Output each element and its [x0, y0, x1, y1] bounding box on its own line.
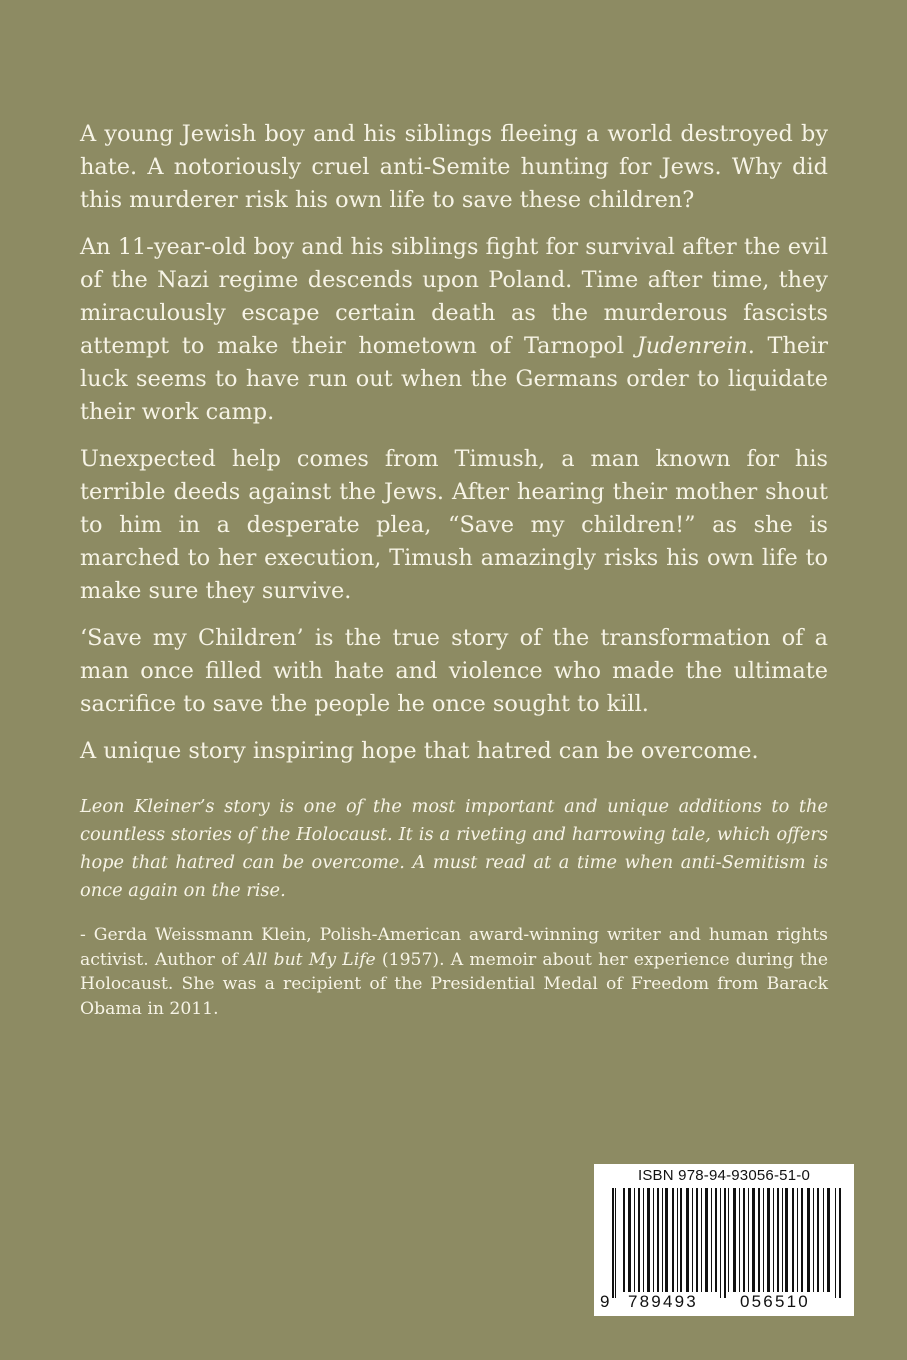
- barcode-bar: [623, 1188, 625, 1292]
- blurb-paragraph: [80, 231, 828, 429]
- blurb-text: . Their luck seems to have run out when the Germans order to liquidate their work camp.: [80, 333, 828, 425]
- blurb-text: An 11-year-old boy and his siblings fight for survival after the evil of the Nazi regime descends upon Poland. Time after time, they miraculously escape certain death as the murderous fascists attempt to make their hometown of Tarnopol: [80, 234, 828, 359]
- barcode-bar: [615, 1188, 616, 1298]
- barcode-bar: [777, 1188, 779, 1292]
- barcode-bar: [797, 1188, 798, 1292]
- barcode-digit-lead: 9: [600, 1292, 610, 1311]
- barcode-bar: [701, 1188, 702, 1292]
- review-attribution: [80, 923, 828, 1021]
- barcode-bar: [813, 1188, 814, 1292]
- blurb-italic-term: Judenrein: [636, 333, 748, 359]
- barcode-bar: [647, 1188, 650, 1292]
- barcode-bar: [653, 1188, 654, 1292]
- barcode-bar: [817, 1188, 819, 1292]
- barcode-bar: [628, 1188, 631, 1292]
- back-cover-blurb: [80, 118, 828, 782]
- barcode-bar: [715, 1188, 717, 1292]
- barcode-bar: [807, 1188, 810, 1292]
- barcode-bar: [711, 1188, 712, 1292]
- blurb-paragraph: ‘Save my Children’ is the true story of the transformation of a man once filled with hate and violence who made the ultimate sacrifice to save the people he once sought to kill.: [80, 625, 828, 717]
- barcode-bar: [743, 1188, 745, 1292]
- barcode-bar: [634, 1188, 635, 1292]
- barcode-bar: [835, 1188, 836, 1298]
- isbn-label: ISBN 978-94-93056-51-0: [637, 1167, 810, 1184]
- barcode-bar: [696, 1188, 698, 1292]
- barcode-bar: [785, 1188, 788, 1292]
- barcode-bar: [728, 1188, 729, 1292]
- barcode-bar: [792, 1188, 794, 1292]
- barcode-bar: [758, 1188, 760, 1292]
- barcode-bar: [767, 1188, 770, 1292]
- barcode-bar: [839, 1188, 841, 1298]
- attribution-text: - Gerda Weissmann Klein, Polish-American award-winning writer and human rights activist. Author of: [80, 925, 828, 970]
- barcode-bar: [665, 1188, 668, 1292]
- barcode-bar: [724, 1188, 726, 1298]
- review-attribution-text: [80, 923, 828, 1021]
- barcode-bars: [612, 1188, 844, 1292]
- isbn-barcode: [594, 1164, 854, 1316]
- blurb-paragraph: A young Jewish boy and his siblings fleeing a world destroyed by hate. A notoriously cruel anti-Semite hunting for Jews. Why did this murderer risk his own life to save these children?: [80, 121, 828, 213]
- barcode-digits: [594, 1292, 854, 1314]
- barcode-bar: [752, 1188, 755, 1292]
- blurb-paragraph: A unique story inspiring hope that hatred can be overcome.: [80, 738, 759, 764]
- barcode-bar: [763, 1188, 764, 1292]
- barcode-bar: [739, 1188, 740, 1292]
- barcode-bar: [782, 1188, 783, 1292]
- barcode-bar: [680, 1188, 682, 1292]
- barcode-bar: [748, 1188, 749, 1292]
- barcode-bar: [773, 1188, 774, 1292]
- barcode-bar: [657, 1188, 659, 1292]
- barcode-bar: [823, 1188, 824, 1292]
- barcode-bar: [720, 1188, 721, 1298]
- attribution-text: (1957). A memoir about her experience during the Holocaust. She was a recipient of the Presidential Medal of Freedom from Barack Obama in 2011.: [80, 949, 828, 1019]
- barcode-bar: [733, 1188, 736, 1292]
- barcode-bar: [662, 1188, 663, 1292]
- barcode-bar: [672, 1188, 674, 1292]
- blurb-paragraph: Unexpected help comes from Timush, a man known for his terrible deeds against the Jews. After hearing their mother shout to him in a desperate plea, “Save my children!” as she is marched to her execution, Timush amazingly risks his own life to make sure they survive.: [80, 446, 828, 604]
- barcode-bar: [827, 1188, 830, 1292]
- barcode-bar: [638, 1188, 640, 1292]
- barcode-bar: [686, 1188, 689, 1292]
- barcode-bar: [643, 1188, 644, 1292]
- barcode-digit-group: 789493: [628, 1292, 698, 1311]
- barcode-bar: [692, 1188, 693, 1292]
- barcode-bar: [677, 1188, 678, 1292]
- review-quote: [80, 793, 828, 905]
- barcode-bar: [801, 1188, 803, 1292]
- barcode-bar: [612, 1188, 614, 1298]
- review-quote-text: Leon Kleiner’s story is one of the most important and unique additions to the countless stories of the Holocaust. It is a riveting and harrowing tale, which offers hope that hatred can be overcome. A must read at a time when anti-Semitism is once again on the rise.: [80, 796, 828, 901]
- barcode-bar: [705, 1188, 708, 1292]
- barcode-digit-group: 056510: [740, 1292, 810, 1311]
- attribution-book-title: All but My Life: [244, 949, 376, 970]
